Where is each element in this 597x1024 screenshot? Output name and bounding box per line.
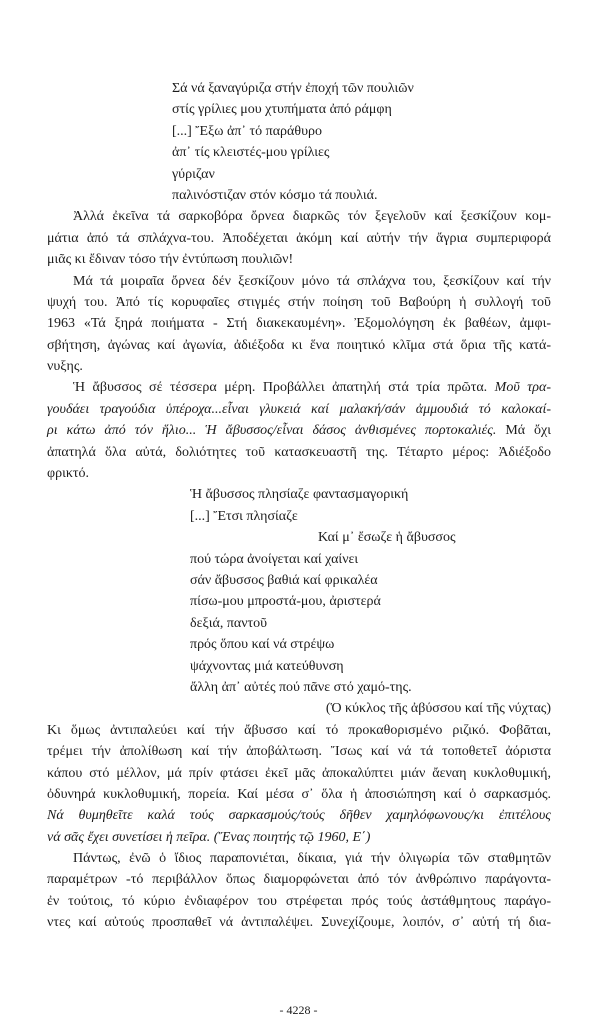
poem-line: σάν ἄβυσσος βαθιά καί φρικαλέα (190, 572, 378, 588)
poem-line: πίσω-μου μπροστά-μου, ἀριστερά (190, 594, 381, 610)
paragraph-line: Πάντως, ἐνῶ ὁ ἴδιος παραπονιέται, δίκαια, γιά τήν ὀλιγωρία τῶν σταθμητῶν (73, 851, 551, 867)
poem-line: πού τώρα ἀνοίγεται καί χαίνει (190, 551, 359, 567)
paragraph-line: τρέμει τήν ἀπολίθωση καί τήν ἀποβάλτωση. Ἴσως καί νά τά τοποθετεῖ ἀόριστα (47, 744, 551, 760)
page-body (47, 78, 551, 934)
text-segment: Ἡ ἄβυσσος σέ τέσσερα μέρη. Προβάλλει ἀπατηλή στά τρία πρῶτα. (73, 380, 488, 396)
poem-line: στίς γρίλιες μου χτυπήματα ἀπό ράμφη (172, 102, 392, 118)
paragraph-line (47, 377, 551, 398)
paragraph-line: Μά τά μοιραῖα ὄρνεα δέν ξεσκίζουν μόνο τά σπλάχνα του, ξεσκίζουν καί τήν (73, 273, 551, 289)
paragraph-line: μιᾶς κι ἔδιναν τόσο τήν ἐντύπωση πουλιῶν! (47, 252, 294, 268)
poem-line: παλινόστιζαν στόν κόσμο τά πουλιά. (172, 187, 378, 203)
poem-source: (Ὁ κύκλος τῆς ἀβύσσου καί τῆς νύχτας) (325, 701, 551, 717)
italic-quote: Μοῦ τρα- (494, 380, 551, 396)
paragraph-line: ντες καί αὐτούς προσπαθεῖ νά ἀντιπαλέψει. Συνεχίζουμε, λοιπόν, σ᾽ αὐτή τή δια- (47, 915, 551, 931)
paragraph-line: σβήτηση, ἀγώνας καί ἀγωνία, ἀδιέξοδα κι ἕνα ποιητικό κλῖμα στά ὅρια τῆς κατά- (47, 337, 551, 353)
paragraph-line: ὀδυνηρά κυκλοθυμική, πορεία. Καί μέσα σ᾽ ὅλα ἡ ἀποσιώπηση καί ὁ σαρκασμός. (47, 786, 551, 802)
italic-quote: γουδάει τραγούδια ὑπέροχα...εἶναι γλυκειά καί μαλακή/σάν ἀμμουδιά τό καλοκαί- (47, 401, 551, 417)
poem-line: Ἡ ἄβυσσος πλησίαζε φαντασμαγορική (190, 487, 409, 503)
paragraph-line: κάπου στό μέλλον, μά πρίν φτάσει ἐκεῖ μᾶς ἀποκαλύπτει μιάν ἄεναη κυκλοθυμική, (47, 765, 551, 781)
poem-line: δεξιά, παντοῦ (190, 615, 268, 631)
paragraph-line: μάτια ἀπό τά σπλάχνα-του. Ἀποδέχεται ἀκόμη καί αὐτήν τήν ἄγρια συμπεριφορά (47, 230, 551, 246)
text-segment: Μά ὄχι (505, 423, 551, 439)
paragraph-line: ἐν τούτοις, τό κύριο ἐνδιαφέρον του στρέφεται πρός τούς ἀστάθμητους παράγο- (47, 893, 551, 909)
paragraph-line: Ἀλλά ἐκεῖνα τά σαρκοβόρα ὄρνεα διαρκῶς τόν ξεγελοῦν καί ξεσκίζουν κομ- (73, 209, 551, 225)
poem-line: Καί μ᾽ ἔσωζε ἡ ἄβυσσος (318, 530, 456, 546)
paragraph-5 (47, 848, 551, 934)
poem-line: ἀπ᾽ τίς κλειστές-μου γρίλιες (172, 145, 330, 161)
poem-line: [...] Ἔτσι πλησίαζε (190, 508, 298, 524)
italic-quote: Νά θυμηθεῖτε καλά τούς σαρκασμούς/τούς δῆθεν χαμηλόφωνους/κι ἐπιτέλους (47, 808, 551, 824)
poem-line: ἄλλη ἀπ᾽ αὐτές πού πᾶνε στό χαμό-της. (190, 679, 412, 695)
paragraph-line: νυξης. (47, 359, 83, 375)
paragraph-2 (47, 271, 551, 378)
paragraph-3 (47, 377, 551, 484)
poem-line: Σά νά ξαναγύριζα στήν ἐποχή τῶν πουλιῶν (172, 81, 414, 96)
poem-line: πρός ὅπου καί νά στρέψω (190, 637, 335, 653)
paragraph-1 (47, 206, 551, 270)
paragraph-line: Κι ὅμως ἀντιπαλεύει καί τήν ἄβυσσο καί τό προκαθορισμένο ριζικό. Φοβᾶται, (47, 722, 551, 738)
paragraph-line: φρικτό. (47, 466, 90, 482)
paragraph-line: ἀπατηλά ὅλα αὐτά, δολιότητες τοῦ κατασκευαστῆ της. Τέταρτο μέρος: Ἀδιέξοδο (47, 444, 551, 460)
paragraph-4 (47, 720, 551, 848)
paragraph-line (47, 420, 551, 441)
paragraph-line: παραμέτρων -τό περιβάλλον ὅπως διαμορφώνεται ἀπό τόν ἀνθρώπινο παράγοντα- (47, 872, 551, 888)
poem-excerpt-2 (47, 484, 551, 719)
poem-line: [...] Ἔξω ἀπ᾽ τό παράθυρο (172, 123, 322, 139)
page-number: - 4228 - (279, 1003, 318, 1017)
poem-line: ψάχνοντας μιά κατεύθυνση (190, 658, 344, 674)
poem-excerpt-1 (47, 78, 551, 206)
italic-quote: ρι κάτω ἀπό τόν ἥλιο... Ἡ ἄβυσσος/εἶναι δάσος ἀνθισμένες πορτοκαλιές. (47, 423, 497, 439)
paragraph-line: 1963 «Τά ξηρά ποιήματα - Στή διακεκαυμένη». Ἐξομολόγηση ἐκ βαθέων, ἀμφι- (47, 316, 551, 332)
italic-quote: νά σᾶς ἔχει συνετίσει ἡ πεῖρα. (Ἕνας ποιητής τῷ 1960, Ε΄) (47, 829, 371, 845)
poem-line: γύριζαν (172, 166, 215, 182)
paragraph-line: ψυχή του. Ἀπό τίς κορυφαῖες στιγμές στήν ποίηση τοῦ Βαβούρη ἡ συλλογή τοῦ (47, 294, 551, 310)
